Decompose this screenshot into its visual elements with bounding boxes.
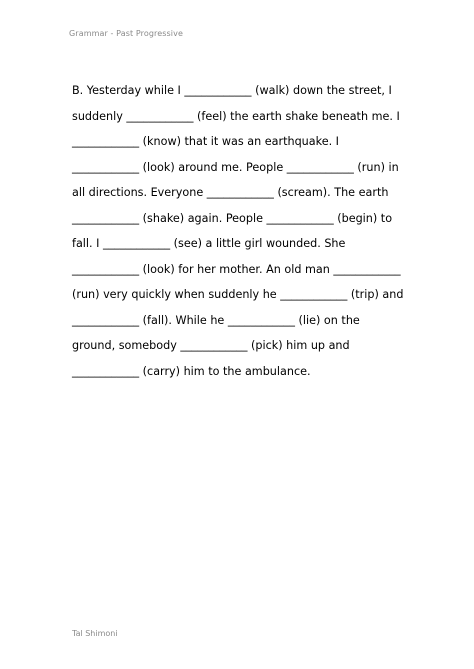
exercise-line: ground, somebody ____________ (pick) him up and (72, 339, 350, 352)
exercise-line: ____________ (carry) him to the ambulance. (72, 364, 311, 378)
exercise-line: ____________ (fall). While he ____________ (lie) on the (72, 313, 360, 327)
exercise-line: ____________ (know) that it was an earthquake. I (72, 135, 339, 148)
exercise-line: ____________ (shake) again. People ____________ (begin) to (72, 211, 393, 225)
page-header-title: Grammar - Past Progressive (69, 29, 183, 38)
exercise-line: B. Yesterday while I ____________ (walk) down the street, I (72, 84, 392, 97)
exercise-line: (run) very quickly when suddenly he ____________ (trip) and (72, 288, 404, 301)
exercise-line: all directions. Everyone ____________ (scream). The earth (72, 186, 389, 199)
exercise-line: suddenly ____________ (feel) the earth shake beneath me. I (72, 109, 400, 123)
exercise-line: ____________ (look) around me. People ____________ (run) in (72, 160, 399, 174)
page-footer-author: Tal Shimoni (72, 629, 118, 638)
exercise-line: fall. I ____________ (see) a little girl wounded. She (72, 237, 346, 250)
exercise-line: ____________ (look) for her mother. An old man ____________ (72, 262, 401, 276)
exercise-text (72, 78, 417, 384)
